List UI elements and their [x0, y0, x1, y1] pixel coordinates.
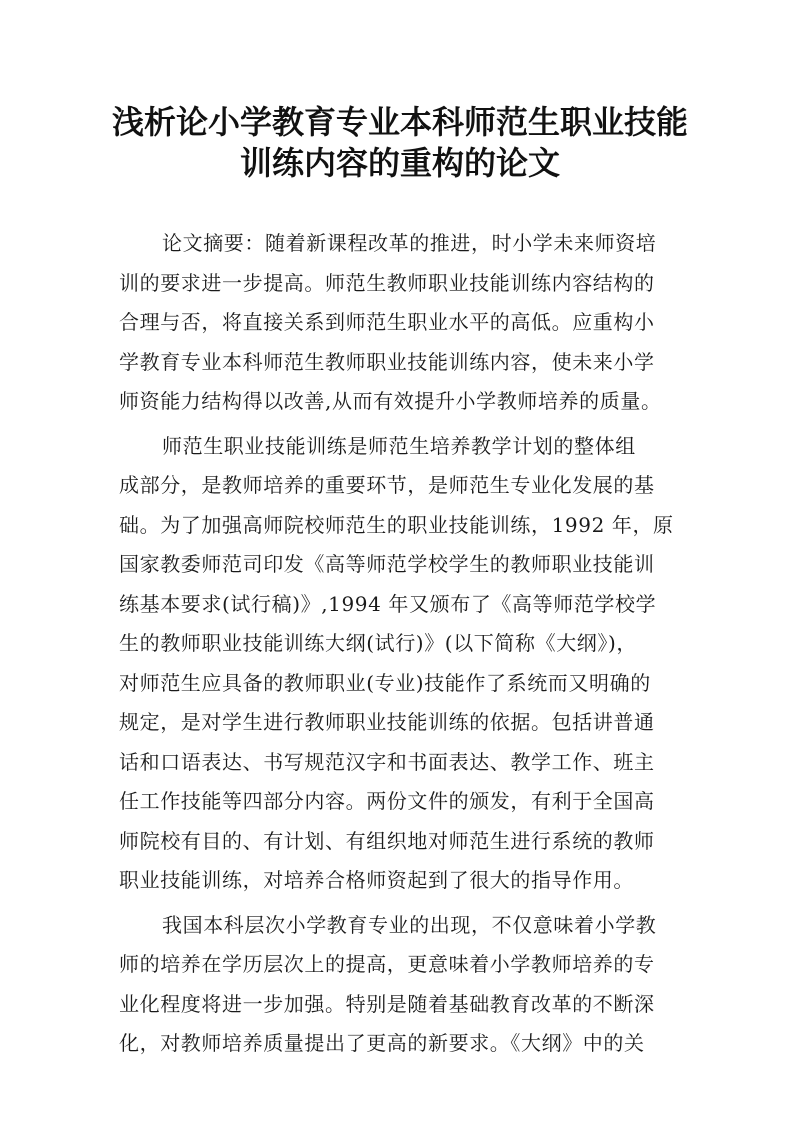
paragraph-line: 论文摘要：随着新课程改革的推进，时小学未来师资培 — [162, 231, 657, 255]
paragraph-line: 学教育专业本科师范生教师职业技能训练内容，使未来小学 — [119, 349, 655, 374]
paragraph-line: 生的教师职业技能训练大纲(试行)》(以下简称《大纲》)， — [119, 631, 638, 655]
paragraph-line: 师范生职业技能训练是师范生培养教学计划的整体组 — [162, 433, 636, 458]
paragraph-undergraduate-program — [119, 911, 689, 1069]
paragraph-line: 成部分，是教师培养的重要环节，是师范生专业化发展的基 — [119, 473, 655, 497]
document-title-line-1: 浅析论小学教育专业本科师范生职业技能 — [111, 103, 688, 141]
paragraph-line: 练基本要求(试行稿)》,1994 年又颁布了《高等师范学校学 — [119, 591, 657, 616]
paragraph-line: 规定，是对学生进行教师职业技能训练的依据。包括讲普通 — [119, 710, 655, 734]
paragraph-line: 础。为了加强高师院校师范生的职业技能训练，1992 年，原 — [119, 512, 674, 537]
paragraph-skills-training — [119, 432, 689, 906]
paragraph-line: 师资能力结构得以改善,从而有效提升小学教师培养的质量。 — [119, 389, 662, 413]
paragraph-line: 训的要求进一步提高。师范生教师职业技能训练内容结构的 — [119, 270, 655, 295]
paragraph-line: 师院校有目的、有计划、有组织地对师范生进行系统的教师 — [119, 828, 655, 853]
paragraph-line: 任工作技能等四部分内容。两份文件的颁发，有利于全国高 — [119, 789, 655, 813]
document-title-line-2: 训练内容的重构的论文 — [239, 144, 560, 182]
paragraph-line: 对师范生应具备的教师职业(专业)技能作了系统而又明确的 — [119, 670, 651, 695]
paragraph-line: 化，对教师培养质量提出了更高的新要求。《大纲》中的关 — [119, 1031, 645, 1055]
paragraph-line: 师的培养在学历层次上的提高，更意味着小学教师培养的专 — [119, 952, 655, 976]
paragraph-line: 国家教委师范司印发《高等师范学校学生的教师职业技能训 — [119, 552, 655, 576]
paragraph-abstract — [119, 229, 689, 427]
paragraph-line: 我国本科层次小学教育专业的出现，不仅意味着小学教 — [162, 912, 657, 937]
paragraph-line: 话和口语表达、书写规范汉字和书面表达、教学工作、班主 — [119, 749, 655, 774]
paragraph-line: 职业技能训练，对培养合格师资起到了很大的指导作用。 — [119, 868, 634, 892]
paragraph-line: 合理与否，将直接关系到师范生职业水平的高低。应重构小 — [119, 310, 655, 334]
paragraph-line: 业化程度将进一步加强。特别是随着基础教育改革的不断深 — [119, 991, 655, 1016]
document-body — [119, 229, 689, 1069]
